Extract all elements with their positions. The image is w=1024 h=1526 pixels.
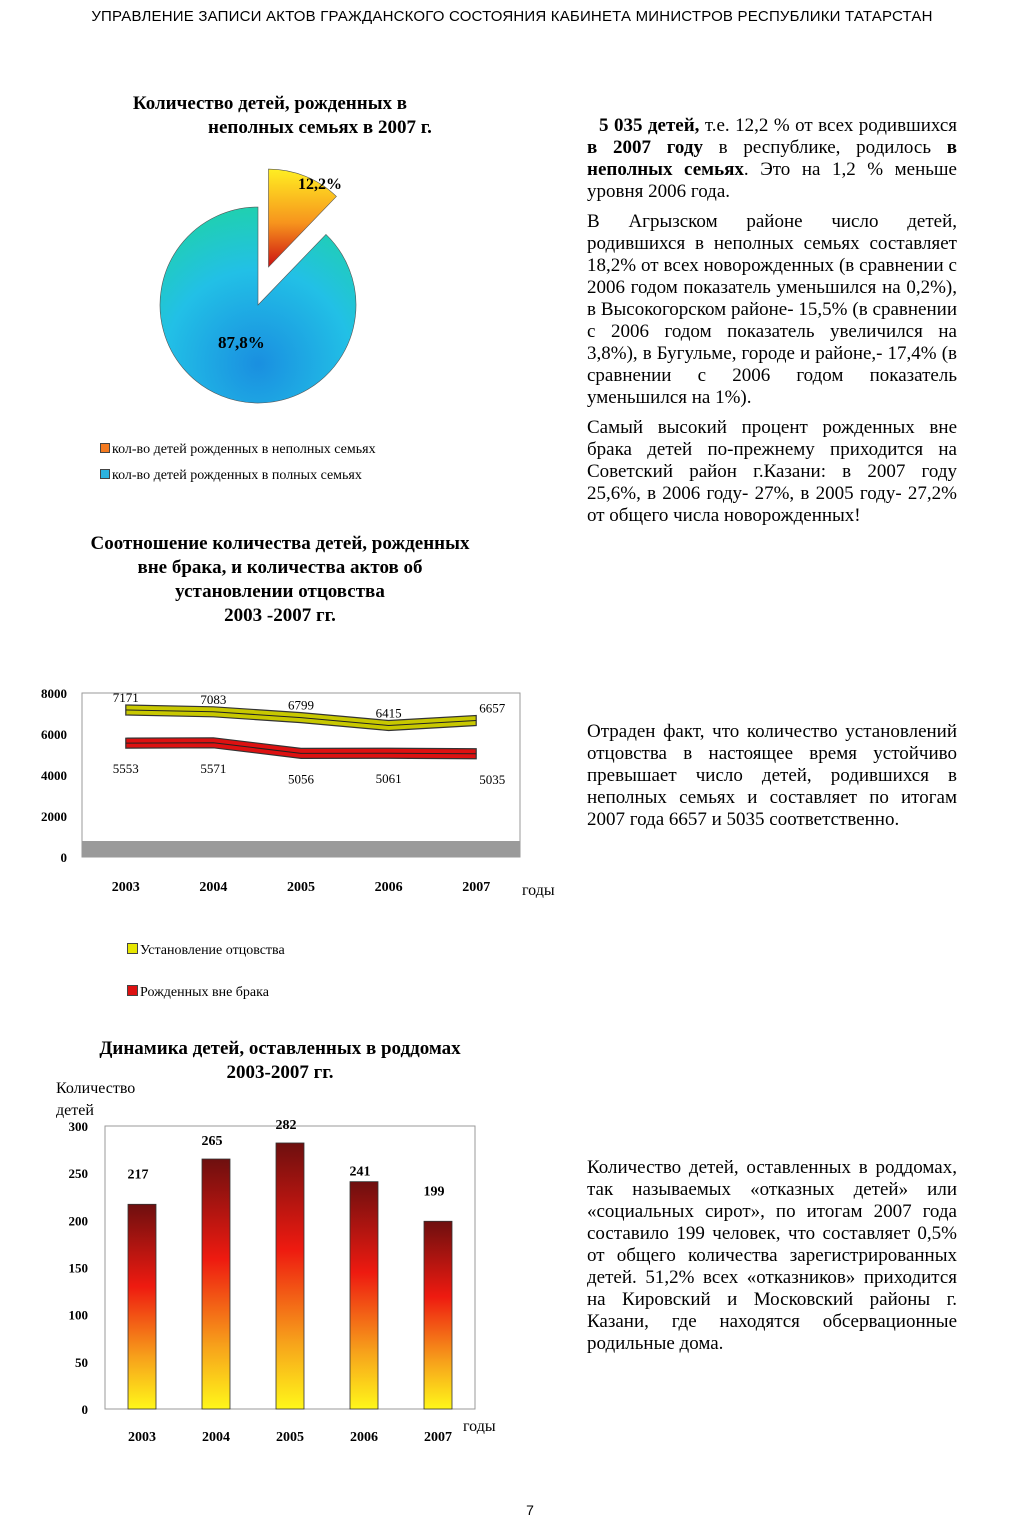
bar-value-label: 282 [275, 1117, 297, 1133]
legend-item-paternity [127, 943, 285, 985]
legend-label-full: кол-во детей рожденных в полных семьях [112, 468, 362, 483]
x-tick-label: 2007 [462, 880, 491, 895]
x-axis-label: годы [522, 882, 555, 899]
paragraph-4: Отраден факт, что количество установлений отцовства в настоящее время устойчиво превышает число детей, родившихся в неполных семьях и составляет по итогам 2007 года 6657 и 5035 соответственно. [587, 721, 957, 830]
x-tick-label: 2006 [374, 880, 403, 895]
y-tick-label: 2000 [41, 809, 67, 824]
paragraph-2: В Агрызском районе число детей, родившихся в неполных семьях составляет 18,2% от всех новорожденных (в сравнении с 2006 годом показатель уменьшился на 0,2%), в Высокогорском районе- 15,5% (в сравнении с 2006 годом показатель увеличился на 3,8%), в Бугульме, городе и районе,- 17,4% (в сравнении с 2006 годом показатель уменьшился на 1%). [587, 211, 957, 408]
y-tick-label: 250 [68, 1166, 88, 1182]
x-tick-label: 2004 [199, 880, 228, 895]
x-tick-label: 2007 [424, 1430, 452, 1445]
legend-swatch-yellow [127, 943, 138, 954]
pie-legend [100, 442, 376, 484]
legend-swatch-orange [100, 443, 110, 453]
pie-label-small: 12,2% [298, 176, 342, 193]
data-label: 5061 [375, 771, 402, 787]
y-tick-label: 6000 [41, 727, 67, 742]
page-number: 7 [526, 1502, 534, 1518]
data-label: 5035 [479, 771, 506, 787]
pie-chart-title [60, 92, 480, 140]
line-plot-floor [82, 841, 520, 857]
bar [424, 1221, 452, 1409]
bar-ylabel-l2: детей [56, 1102, 94, 1119]
p1-text-3: . Это на 1,2 % меньше уровня 2006 года. [587, 159, 957, 202]
x-axis-label: годы [463, 1418, 496, 1435]
page-header: УПРАВЛЕНИЕ ЗАПИСИ АКТОВ ГРАЖДАНСКОГО СОСТОЯНИЯ КАБИНЕТА МИНИСТРОВ РЕСПУБЛИКИ ТАТАРСТАН [91, 8, 933, 25]
data-label: 6415 [375, 705, 402, 721]
line-chart-title [60, 532, 500, 628]
paragraph-5: Количество детей, оставленных в роддомах, так называемых «отказных детей» или «социальных сирот», по итогам 2007 года составило 199 человек, что составляет 0,5% от общего количества зарегистрированных детей. 51,2% всех «отказников» приходится на Кировский и Московский районы г. Казани, где находятся обсервационные родильные дома. [587, 1157, 957, 1354]
pie-label-big: 87,8% [218, 333, 265, 352]
p1-bold-families: в неполных семьях [587, 137, 957, 180]
bar-chart [40, 1105, 520, 1455]
data-label: 5571 [200, 760, 227, 776]
bar-title-l1: Динамика детей, оставленных в роддомах [99, 1038, 461, 1059]
line-title-l2: вне брака, и количества актов об [137, 557, 423, 578]
x-tick-label: 2005 [276, 1430, 304, 1445]
legend-item-full [100, 468, 376, 484]
pie-chart [150, 145, 450, 415]
legend-label-outside-marriage: Рожденных вне брака [140, 985, 269, 1000]
x-tick-label: 2005 [287, 880, 315, 895]
line-title-l3: установлении отцовства [175, 581, 385, 602]
bar-value-label: 217 [127, 1167, 149, 1183]
legend-item-single [100, 442, 376, 468]
bar-ylabel-l1: Количество [56, 1080, 136, 1097]
p1-text-1: т.е. 12,2 % от всех родившихся [699, 115, 957, 136]
legend-item-outside-marriage [127, 985, 285, 1001]
y-tick-label: 300 [68, 1119, 88, 1134]
data-label: 6657 [479, 700, 506, 716]
pie-title-line2: неполных семьях в 2007 г. [208, 117, 432, 138]
y-tick-label: 0 [81, 1402, 88, 1417]
bar-title-l2: 2003-2007 гг. [226, 1062, 334, 1083]
paragraph-3: Самый высокий процент рожденных вне брака детей по-прежнему приходится на Советский район г.Казани: в 2007 году 25,6%, в 2006 году- 27%, в 2005 году- 27,2% от общего числа новорожденных! [587, 417, 957, 526]
line-title-l4: 2003 -2007 гг. [224, 605, 336, 626]
bar [350, 1182, 378, 1409]
bar-value-label: 265 [201, 1134, 223, 1150]
x-tick-label: 2006 [350, 1430, 378, 1445]
data-label: 6799 [288, 697, 314, 713]
y-tick-label: 200 [68, 1213, 88, 1229]
x-tick-label: 2004 [202, 1430, 230, 1445]
bar [276, 1143, 304, 1409]
y-tick-label: 50 [75, 1354, 88, 1370]
p1-text-2: в республике, родилось [702, 137, 947, 158]
y-tick-label: 150 [68, 1260, 88, 1276]
bar-value-label: 199 [423, 1184, 445, 1200]
pie-slice-full-families [160, 207, 356, 403]
line-title-l1: Соотношение количества детей, рожденных [90, 533, 470, 554]
p1-bold-count: 5 035 детей, [599, 115, 700, 136]
y-tick-label: 100 [68, 1307, 88, 1323]
x-tick-label: 2003 [111, 880, 140, 895]
data-label: 7083 [200, 691, 227, 707]
p1-bold-year: в 2007 году [587, 137, 703, 158]
data-label: 5056 [288, 771, 314, 787]
legend-swatch-red [127, 985, 138, 996]
text-block-top [587, 115, 957, 535]
bar [202, 1159, 230, 1409]
bar [128, 1204, 156, 1409]
y-tick-label: 8000 [41, 686, 67, 701]
line-chart [20, 685, 560, 910]
paragraph-1 [587, 115, 957, 203]
line-legend [127, 943, 285, 1001]
legend-label-single: кол-во детей рожденных в неполных семьях [112, 442, 376, 457]
x-tick-label: 2003 [128, 1430, 156, 1445]
bar-value-label: 241 [349, 1164, 371, 1180]
data-label: 5553 [112, 761, 139, 777]
data-label: 7171 [112, 689, 139, 705]
legend-swatch-blue [100, 469, 110, 479]
y-tick-label: 0 [60, 850, 67, 865]
pie-title-line1: Количество детей, рожденных в [132, 93, 408, 114]
legend-label-paternity: Установление отцовства [140, 943, 285, 958]
y-tick-label: 4000 [41, 768, 67, 783]
